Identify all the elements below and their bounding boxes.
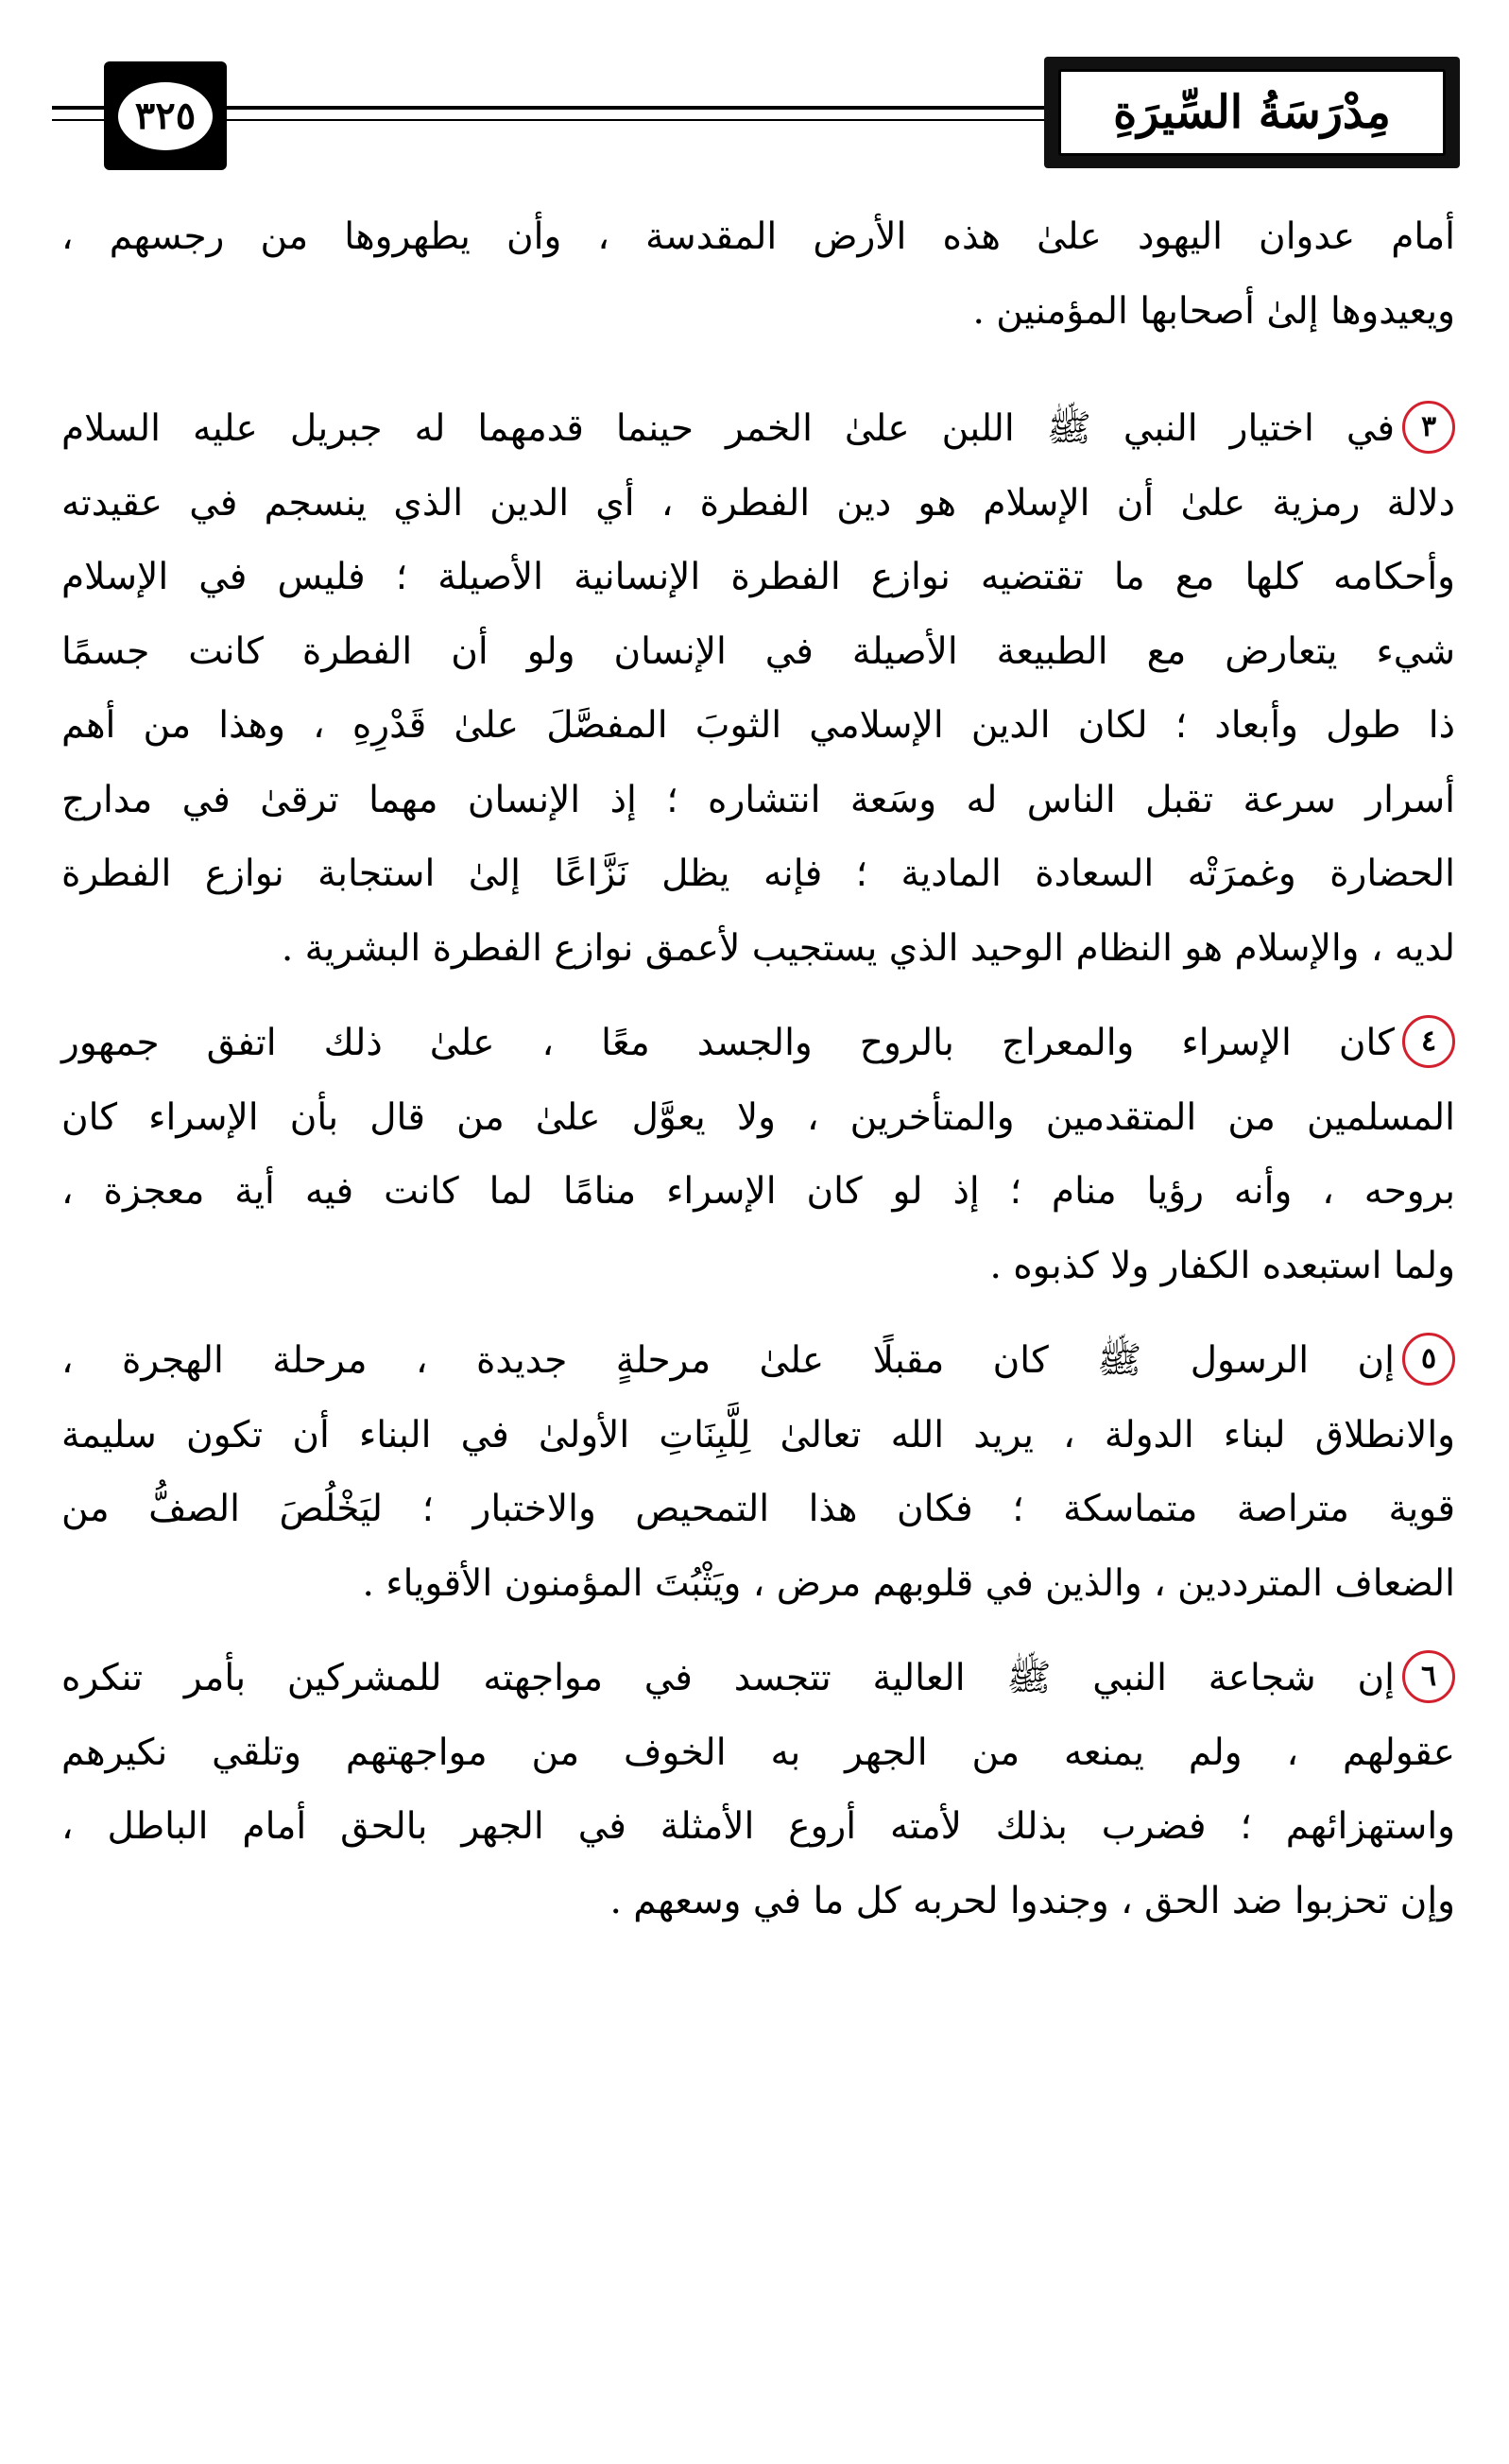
text-line: ويعيدوها إلىٰ أصحابها المؤمنين . [972, 289, 1455, 333]
text-line: ولما استبعده الكفار ولا كذبوه . [989, 1244, 1455, 1287]
header-rule [222, 106, 1044, 110]
text-line [61, 1642, 1455, 1716]
text-line: الضعاف المترددين ، والذين في قلوبهم مرض ، ويَثْبُتَ المؤمنون الأقوياء . [362, 1561, 1455, 1605]
text-line: قوية متراصة متماسكة ؛ فكان هذا التمحيص والاختبار ؛ ليَخْلُصَ الصفُّ من [61, 1488, 1455, 1530]
text-line: لديه ، والإسلام هو النظام الوحيد الذي يستجيب لأعمق نوازع الفطرة البشرية . [281, 926, 1455, 970]
point-text: إن الرسول ﷺ كان مقبلًا علىٰ مرحلةٍ جديدة ، مرحلة الهجرة ، [61, 1339, 1395, 1382]
text-line: المسلمين من المتقدمين والمتأخرين ، ولا يعوَّل علىٰ من قال بأن الإسراء كان [61, 1095, 1455, 1139]
page-body [61, 200, 1455, 1938]
text-line: عقولهم ، ولم يمنعه من الجهر به الخوف من مواجهتهم وتلقي نكيرهم [61, 1731, 1455, 1774]
text-line: ذا طول وأبعاد ؛ لكان الدين الإسلامي الثوبَ المفصَّلَ علىٰ قَدْرِهِ ، وهذا من أهم [61, 704, 1455, 747]
page-header [52, 57, 1460, 175]
text-line: شيء يتعارض مع الطبيعة الأصيلة في الإنسان ولو أن الفطرة كانت جسمًا [61, 629, 1455, 673]
point-text: إن شجاعة النبي ﷺ العالية تتجسد في مواجهته للمشركين بأمر تنكره [61, 1657, 1395, 1699]
point-number-badge: ٦ [1402, 1650, 1455, 1703]
text-line: أمام عدوان اليهود علىٰ هذه الأرض المقدسة ، وأن يطهروها من رجسهم ، [61, 215, 1455, 258]
text-line: الحضارة وغمرَتْه السعادة المادية ؛ فإنه يظل نَزَّاعًا إلىٰ استجابة نوازع الفطرة [61, 853, 1455, 895]
point-text: كان الإسراء والمعراج بالروح والجسد معًا ، علىٰ ذلك اتفق جمهور [61, 1022, 1395, 1064]
point-number-badge: ٥ [1402, 1333, 1455, 1386]
point-6 [61, 1642, 1455, 1938]
point-text: في اختيار النبي ﷺ اللبن علىٰ الخمر حينما قدمهما له جبريل عليه السلام [61, 407, 1395, 450]
text-line [61, 392, 1455, 467]
text-line: وأحكامه كلها مع ما تقتضيه نوازع الفطرة الإنسانية الأصيلة ؛ فليس في الإسلام [61, 556, 1455, 598]
text-line: والانطلاق لبناء الدولة ، يريد الله تعالىٰ لِلَّبِنَاتِ الأولىٰ في البناء أن تكون سليمة [61, 1413, 1455, 1456]
header-rule [222, 119, 1044, 121]
text-line: دلالة رمزية علىٰ أن الإسلام هو دين الفطرة ، أي الدين الذي ينسجم في عقيدته [61, 481, 1455, 525]
text-line: واستهزائهم ؛ فضرب بذلك لأمته أروع الأمثلة في الجهر بالحق أمام الباطل ، [61, 1805, 1455, 1848]
text-line: بروحه ، وأنه رؤيا منام ؛ إذ لو كان الإسراء منامًا لما كانت فيه أية معجزة ، [61, 1170, 1455, 1213]
point-number-badge: ٣ [1402, 401, 1455, 454]
point-3 [61, 392, 1455, 986]
text-line [61, 1007, 1455, 1081]
text-line: أسرار سرعة تقبل الناس له وسَعة انتشاره ؛ إذ الإنسان مهما ترقىٰ في مدارج [61, 778, 1455, 821]
text-line: وإن تحزبوا ضد الحق ، وجندوا لحربه كل ما في وسعهم . [609, 1879, 1455, 1922]
point-4 [61, 1007, 1455, 1303]
page-number: ٣٢٥ [118, 82, 213, 150]
text-line [61, 1324, 1455, 1399]
point-5 [61, 1324, 1455, 1621]
page-number-frame [104, 61, 227, 170]
point-number-badge: ٤ [1402, 1015, 1455, 1068]
book-title-frame [1044, 57, 1460, 168]
book-title: مِدْرَسَةُ السِّيرَةِ [1058, 69, 1446, 156]
intro-paragraph [61, 200, 1455, 349]
